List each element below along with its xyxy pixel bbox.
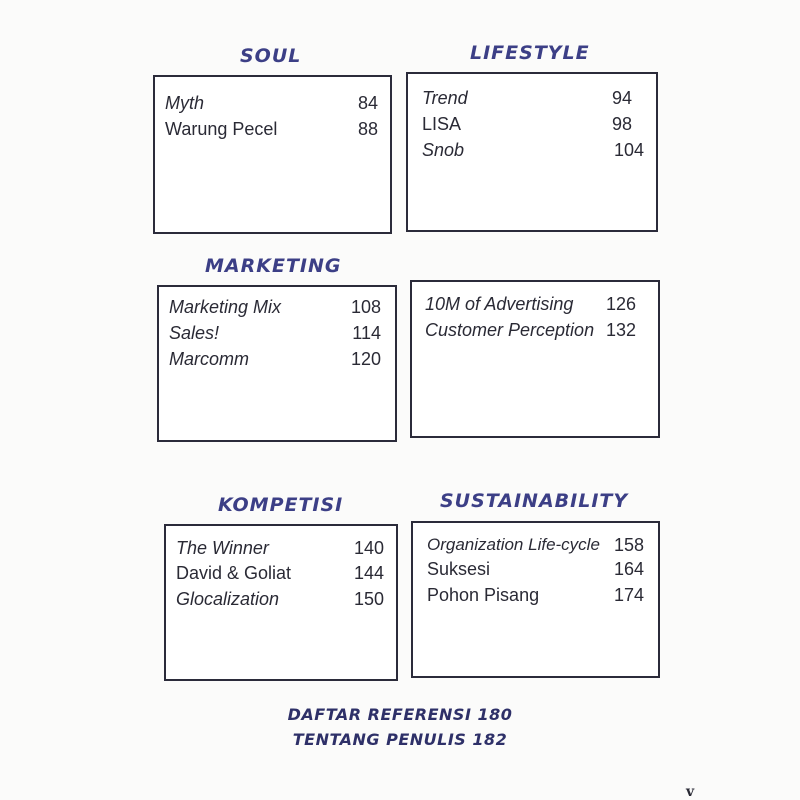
toc-entry: [166, 589, 396, 615]
toc-entry-title: Pohon Pisang: [427, 585, 540, 605]
toc-entry: [159, 297, 395, 323]
toc-entry-title: Organization Life-cycle: [427, 535, 600, 554]
toc-entry: [413, 559, 658, 585]
toc-entry-page: 164: [613, 559, 644, 579]
toc-entry-page: 158: [613, 535, 644, 555]
toc-entry-page: 114: [352, 323, 381, 343]
section-box-marketing-right: [410, 280, 660, 438]
toc-entry: [408, 114, 656, 140]
toc-entry: [413, 585, 658, 611]
section-heading-lifestyle: LIFESTYLE: [470, 42, 590, 64]
toc-entry: [413, 535, 658, 561]
toc-entry-title: Trend: [422, 88, 468, 108]
toc-entry-page: 150: [353, 589, 384, 609]
toc-entry: [166, 538, 396, 564]
toc-entry-title: LISA: [422, 114, 462, 134]
toc-entry-page: 84: [357, 93, 378, 113]
toc-entry: [408, 88, 656, 114]
toc-entry-tentang-penulis: TENTANG PENULIS 182: [292, 730, 508, 749]
section-heading-sustainability: SUSTAINABILITY: [440, 490, 629, 512]
toc-entry-title: 10M of Advertising: [425, 294, 574, 314]
toc-entry: [155, 119, 390, 145]
toc-entry-title: Sales!: [169, 323, 220, 343]
toc-entry-title: Warung Pecel: [165, 119, 278, 139]
toc-entry-title: Glocalization: [176, 589, 280, 609]
toc-entry-page: 88: [357, 119, 378, 139]
toc-entry-page: 108: [350, 297, 381, 317]
section-box-sustainability: [411, 521, 660, 678]
section-heading-kompetisi: KOMPETISI: [218, 494, 344, 516]
section-heading-soul: SOUL: [240, 45, 302, 67]
toc-entry-page: 144: [353, 563, 384, 583]
toc-entry-title: Marcomm: [169, 349, 249, 369]
toc-entry-title: Marketing Mix: [169, 297, 282, 317]
section-box-marketing-left: [157, 285, 397, 442]
toc-entry-page: 104: [613, 140, 644, 160]
toc-entry: [159, 323, 395, 349]
toc-entry-page: 174: [613, 585, 644, 605]
section-heading-marketing: MARKETING: [205, 255, 342, 277]
toc-entry: [408, 140, 656, 166]
toc-entry-page: 94: [611, 88, 632, 108]
toc-entry-page: 120: [350, 349, 381, 369]
toc-entry: [412, 294, 658, 320]
toc-entry-page: 98: [611, 114, 632, 134]
section-box-kompetisi: [164, 524, 398, 681]
toc-entry-title: Snob: [422, 140, 465, 160]
toc-entry-page: 140: [353, 538, 384, 558]
page-number: v: [686, 784, 695, 800]
toc-entry-title: David & Goliat: [176, 563, 292, 583]
toc-entry: [155, 93, 390, 119]
toc-entry-title: The Winner: [176, 538, 269, 558]
toc-entry-title: Suksesi: [427, 559, 491, 579]
toc-entry-page: 126: [605, 294, 636, 314]
toc-entry-daftar-referensi: DAFTAR REFERENSI 180: [287, 705, 513, 724]
toc-entry: [159, 349, 395, 375]
toc-entry: [166, 563, 396, 589]
toc-entry: [412, 320, 658, 346]
toc-entry-title: Myth: [165, 93, 205, 113]
section-box-soul: [153, 75, 392, 234]
toc-entry-title: Customer Perception: [425, 320, 595, 340]
toc-entry-page: 132: [605, 320, 636, 340]
section-box-lifestyle: [406, 72, 658, 232]
